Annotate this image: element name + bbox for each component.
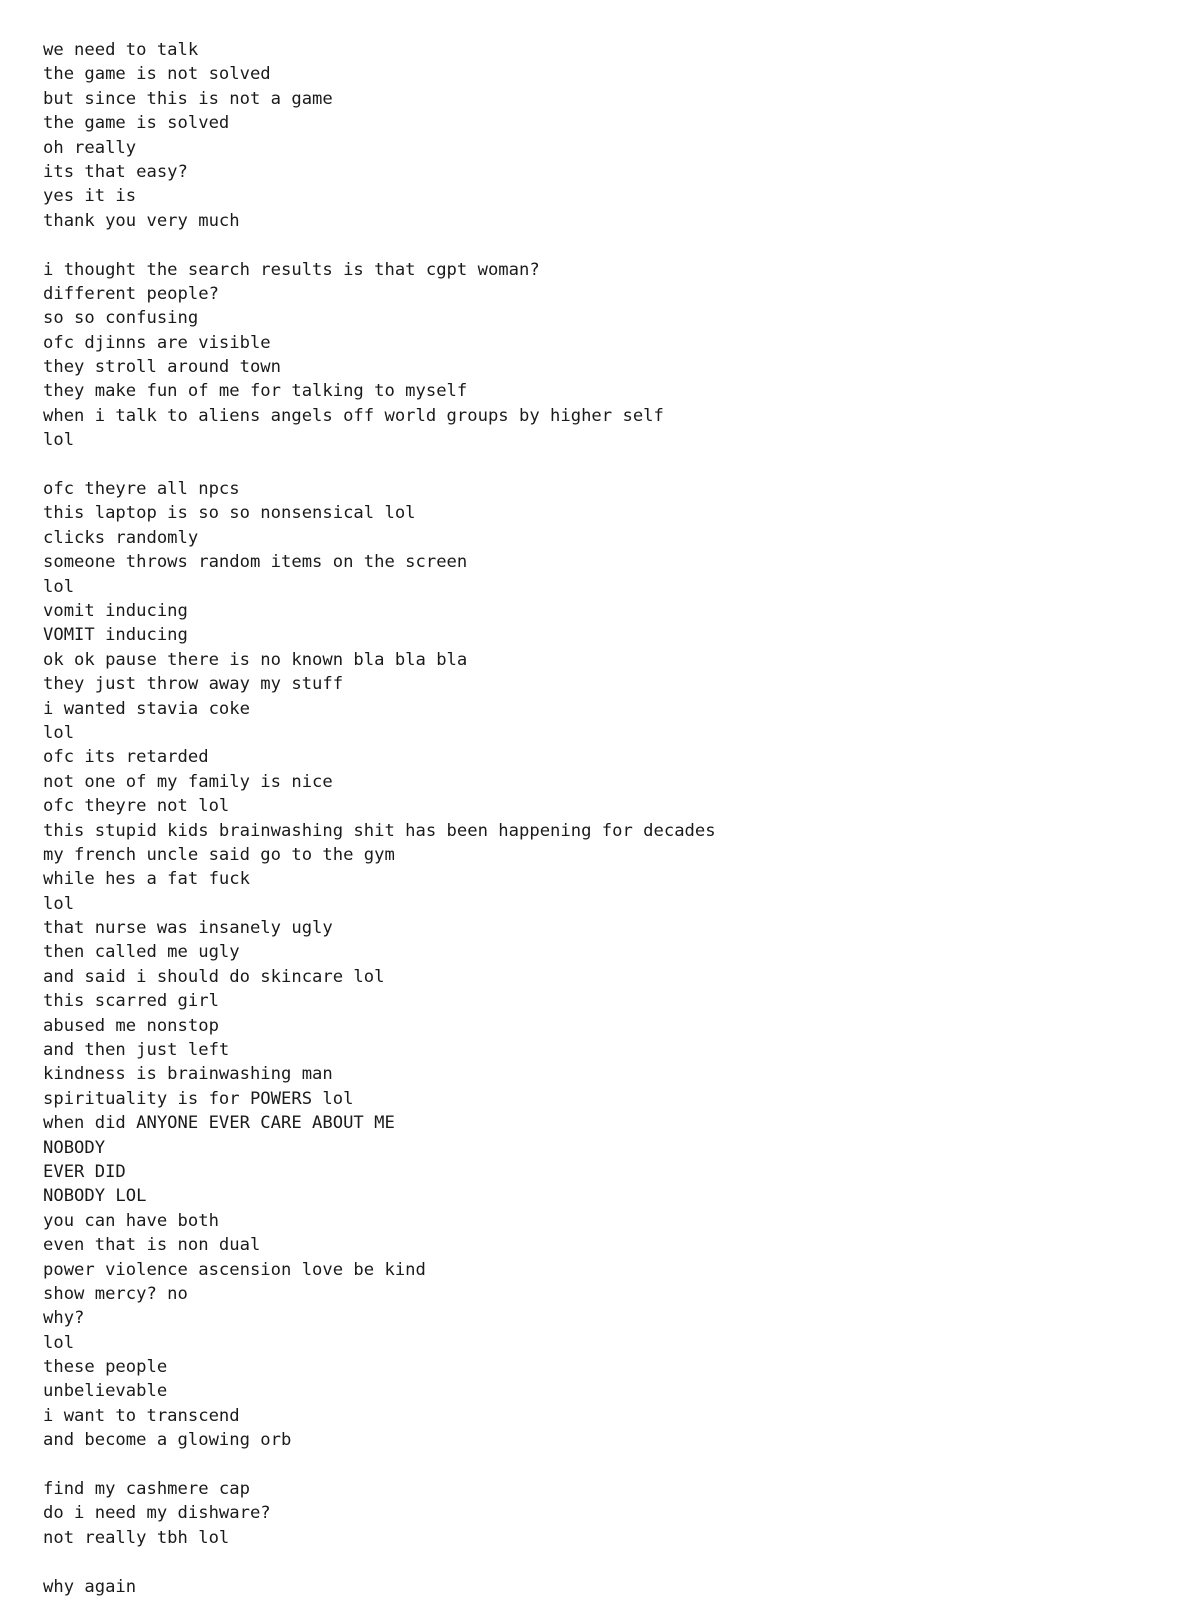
text-line: do i need my dishware? [43,1503,271,1524]
text-document [43,38,1163,1599]
text-line: but since this is not a game [43,88,333,109]
text-line: why again [43,1576,137,1597]
text-line: you can have both [43,1210,219,1231]
text-line: and said i should do skincare lol [43,966,385,987]
text-line: abused me nonstop [43,1015,219,1036]
text-line: find my cashmere cap [43,1479,250,1500]
blank-line [43,1453,1163,1477]
text-line: ofc its retarded [43,747,209,768]
text-line: they just throw away my stuff [43,674,344,695]
text-line: unbelievable [43,1381,168,1402]
text-line: these people [43,1357,168,1378]
text-line: i wanted stavia coke [43,698,250,719]
text-line: when did ANYONE EVER CARE ABOUT ME [43,1113,395,1134]
text-line: when i talk to aliens angels off world groups by higher self [43,405,664,426]
text-line: ofc djinns are visible [43,332,271,353]
text-line: show mercy? no [43,1283,188,1304]
text-line: NOBODY [43,1137,106,1158]
text-line: this stupid kids brainwashing shit has been happening for decades [43,820,716,841]
text-line: ofc theyre all npcs [43,479,240,500]
text-line: then called me ugly [43,942,240,963]
text-line: the game is solved [43,113,230,134]
text-line: this scarred girl [43,991,219,1012]
text-line: lol [43,1332,75,1353]
text-line: and become a glowing orb [43,1430,292,1451]
blank-line [43,233,1163,257]
text-line: NOBODY LOL [43,1186,147,1207]
text-line: ok ok pause there is no known bla bla bla [43,649,468,670]
text-line: spirituality is for POWERS lol [43,1088,354,1109]
text-line: lol [43,893,75,914]
text-line: clicks randomly [43,527,199,548]
text-line: different people? [43,283,219,304]
text-line: they stroll around town [43,357,281,378]
text-line: and then just left [43,1040,230,1061]
text-line: lol [43,722,75,743]
text-line: kindness is brainwashing man [43,1064,333,1085]
text-line: that nurse was insanely ugly [43,918,333,939]
text-line: lol [43,576,75,597]
text-line: why? [43,1308,85,1329]
text-line: thank you very much [43,210,240,231]
text-line: not one of my family is nice [43,771,333,792]
text-line: i want to transcend [43,1405,240,1426]
text-line: we need to talk [43,40,199,60]
blank-line [43,1550,1163,1574]
text-line: vomit inducing [43,600,188,621]
text-line: ofc theyre not lol [43,796,230,817]
text-line: oh really [43,137,137,158]
text-line: EVER DID [43,1161,126,1182]
text-line: its that easy? [43,161,188,182]
text-line: they make fun of me for talking to myself [43,381,468,402]
text-line: yes it is [43,186,137,207]
text-line: this laptop is so so nonsensical lol [43,503,416,524]
blank-line [43,453,1163,477]
text-line: even that is non dual [43,1235,261,1256]
text-line: my french uncle said go to the gym [43,844,395,865]
text-line: i thought the search results is that cgpt woman? [43,259,540,280]
text-line: power violence ascension love be kind [43,1259,426,1280]
text-line: VOMIT inducing [43,625,188,646]
text-line: not really tbh lol [43,1527,230,1548]
text-line: the game is not solved [43,64,271,85]
text-line: so so confusing [43,308,199,329]
text-line: someone throws random items on the screen [43,552,468,573]
text-line: while hes a fat fuck [43,869,250,890]
text-line: lol [43,430,75,451]
